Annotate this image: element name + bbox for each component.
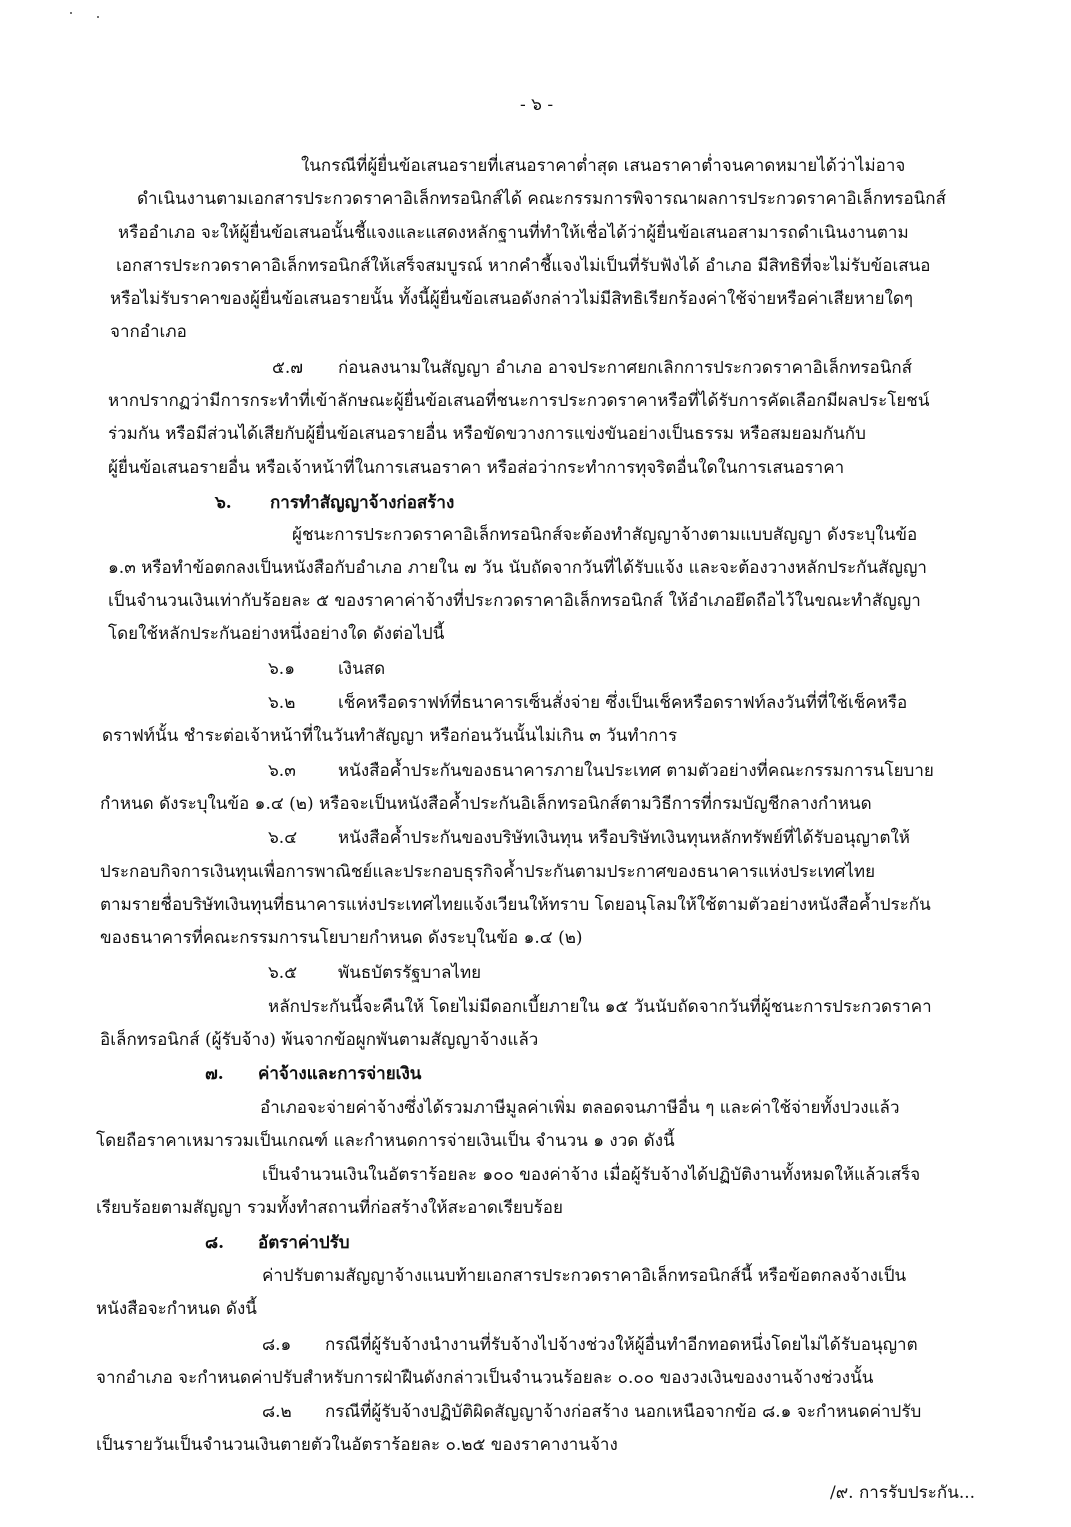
paragraph-line: ร่วมกัน หรือมีส่วนได้เสียกับผู้ยื่นข้อเสนอรายอื่น หรือขัดขวางการแข่งขันอย่างเป็นธรรม หรือสมยอมกันกับ [108, 424, 866, 444]
paragraph-line: จากอำเภอ จะกำหนดค่าปรับสำหรับการฝ่าฝืนดังกล่าวเป็นจำนวนร้อยละ ๐.๐๐ ของวงเงินของงานจ้างช่วงนั้น [96, 1368, 874, 1388]
paragraph-line: ของธนาคารที่คณะกรรมการนโยบายกำหนด ดังระบุในข้อ ๑.๔ (๒) [100, 928, 583, 948]
paragraph-line: ประกอบกิจการเงินทุนเพื่อการพาณิชย์และประกอบธุรกิจค้ำประกันตามประกาศของธนาคารแห่งประเทศไทย [100, 862, 876, 882]
clause-number: ๖.๓ [268, 761, 296, 781]
section-title: การทำสัญญาจ้างก่อสร้าง [270, 493, 455, 513]
section-title: ค่าจ้างและการจ่ายเงิน [258, 1064, 422, 1084]
paragraph-line: หนังสือค้ำประกันของบริษัทเงินทุน หรือบริษัทเงินทุนหลักทรัพย์ที่ได้รับอนุญาตให้ [338, 828, 911, 848]
paragraph-line: หนังสือจะกำหนด ดังนี้ [96, 1299, 257, 1319]
section-number: ๗. [205, 1064, 224, 1084]
clause-number: ๖.๔ [268, 828, 298, 848]
paragraph-line: หลักประกันนี้จะคืนให้ โดยไม่มีดอกเบี้ยภายใน ๑๕ วันนับถัดจากวันที่ผู้ชนะการประกวดราคา [268, 997, 932, 1017]
paragraph-line: ดำเนินงานตามเอกสารประกวดราคาอิเล็กทรอนิกส์ได้ คณะกรรมการพิจารณาผลการประกวดราคาอิเล็กทรอนิกส์ [137, 189, 946, 209]
clause-number: ๘.๑ [262, 1335, 292, 1355]
paragraph-line: ก่อนลงนามในสัญญา อำเภอ อาจประกาศยกเลิกการประกวดราคาอิเล็กทรอนิกส์ [338, 358, 913, 378]
paragraph-line: เป็นรายวันเป็นจำนวนเงินตายตัวในอัตราร้อยละ ๐.๒๕ ของราคางานจ้าง [96, 1435, 618, 1455]
section-number: ๖. [215, 493, 232, 513]
clause-number: ๖.๕ [268, 963, 298, 983]
paragraph-line: ๑.๓ หรือทำข้อตกลงเป็นหนังสือกับอำเภอ ภายใน ๗ วัน นับถัดจากวันที่ได้รับแจ้ง และจะต้องวางหลักประกันสัญญา [108, 558, 927, 578]
page-number: - ๖ - [520, 95, 554, 115]
paragraph-line: โดยใช้หลักประกันอย่างหนึ่งอย่างใด ดังต่อไปนี้ [108, 624, 445, 644]
paragraph-line: เรียบร้อยตามสัญญา รวมทั้งทำสถานที่ก่อสร้างให้สะอาดเรียบร้อย [96, 1198, 563, 1218]
paragraph-line: เป็นจำนวนเงินในอัตราร้อยละ ๑๐๐ ของค่าจ้าง เมื่อผู้รับจ้างได้ปฏิบัติงานทั้งหมดให้แล้วเสร็จ [262, 1165, 921, 1185]
paragraph-line: ดราฟท์นั้น ชำระต่อเจ้าหน้าที่ในวันทำสัญญา หรือก่อนวันนั้นไม่เกิน ๓ วันทำการ [102, 726, 678, 746]
paragraph-line: ผู้ชนะการประกวดราคาอิเล็กทรอนิกส์จะต้องทำสัญญาจ้างตามแบบสัญญา ดังระบุในข้อ [292, 525, 918, 545]
paragraph-line: กำหนด ดังระบุในข้อ ๑.๔ (๒) หรือจะเป็นหนังสือค้ำประกันอิเล็กทรอนิกส์ตามวิธีการที่กรมบัญชีกลางกำหนด [100, 794, 872, 814]
paragraph-line: กรณีที่ผู้รับจ้างนำงานที่รับจ้างไปจ้างช่วงให้ผู้อื่นทำอีกทอดหนึ่งโดยไม่ได้รับอนุญาต [325, 1335, 918, 1355]
scan-speck [97, 16, 99, 18]
paragraph-line: ในกรณีที่ผู้ยื่นข้อเสนอรายที่เสนอราคาต่ำสุด เสนอราคาต่ำจนคาดหมายได้ว่าไม่อาจ [301, 156, 906, 176]
paragraph-line: กรณีที่ผู้รับจ้างปฏิบัติผิดสัญญาจ้างก่อสร้าง นอกเหนือจากข้อ ๘.๑ จะกำหนดค่าปรับ [325, 1402, 922, 1422]
paragraph-line: หากปรากฏว่ามีการกระทำที่เข้าลักษณะผู้ยื่นข้อเสนอที่ชนะการประกวดราคาหรือที่ได้รับการคัดเลือกมีผลประโยชน์ [108, 391, 930, 411]
paragraph-line: โดยถือราคาเหมารวมเป็นเกณฑ์ และกำหนดการจ่ายเงินเป็น จำนวน ๑ งวด ดังนี้ [96, 1131, 675, 1151]
paragraph-line: เอกสารประกวดราคาอิเล็กทรอนิกส์ให้เสร็จสมบูรณ์ หากคำชี้แจงไม่เป็นที่รับฟังได้ อำเภอ มีสิทธิที่จะไม่รับข้อเสนอ [116, 256, 931, 276]
clause-number: ๕.๗ [272, 358, 304, 378]
clause-number: ๖.๑ [268, 659, 295, 679]
section-number: ๘. [205, 1233, 225, 1253]
paragraph-line: พันธบัตรรัฐบาลไทย [338, 963, 482, 983]
paragraph-line: อิเล็กทรอนิกส์ (ผู้รับจ้าง) พ้นจากข้อผูกพันตามสัญญาจ้างแล้ว [100, 1030, 539, 1050]
paragraph-line: เช็คหรือดราฟท์ที่ธนาคารเซ็นสั่งจ่าย ซึ่งเป็นเช็คหรือดราฟท์ลงวันที่ที่ใช้เช็คหรือ [338, 693, 908, 713]
clause-number: ๖.๒ [268, 693, 296, 713]
paragraph-line: หรืออำเภอ จะให้ผู้ยื่นข้อเสนอนั้นชี้แจงและแสดงหลักฐานที่ทำให้เชื่อได้ว่าผู้ยื่นข้อเสนอสามารถดำเนินงานตาม [118, 223, 909, 243]
section-title: อัตราค่าปรับ [258, 1233, 350, 1253]
paragraph-line: ค่าปรับตามสัญญาจ้างแนบท้ายเอกสารประกวดราคาอิเล็กทรอนิกส์นี้ หรือข้อตกลงจ้างเป็น [262, 1266, 907, 1286]
paragraph-line: ผู้ยื่นข้อเสนอรายอื่น หรือเจ้าหน้าที่ในการเสนอราคา หรือส่อว่ากระทำการทุจริตอื่นใดในการเสนอราคา [108, 458, 845, 478]
paragraph-line: เป็นจำนวนเงินเท่ากับร้อยละ ๕ ของราคาค่าจ้างที่ประกวดราคาอิเล็กทรอนิกส์ ให้อำเภอยึดถือไว้ในขณะทำสัญญา [108, 591, 921, 611]
scan-speck [70, 12, 72, 14]
paragraph-line: หรือไม่รับราคาของผู้ยื่นข้อเสนอรายนั้น ทั้งนี้ผู้ยื่นข้อเสนอดังกล่าวไม่มีสิทธิเรียกร้องค่าใช้จ่ายหรือค่าเสียหายใดๆ [110, 289, 914, 309]
clause-number: ๘.๒ [262, 1402, 292, 1422]
continuation-marker: /๙. การรับประกัน... [830, 1483, 976, 1503]
paragraph-line: เงินสด [338, 659, 386, 679]
paragraph-line: จากอำเภอ [110, 322, 187, 342]
paragraph-line: อำเภอจะจ่ายค่าจ้างซึ่งได้รวมภาษีมูลค่าเพิ่ม ตลอดจนภาษีอื่น ๆ และค่าใช้จ่ายทั้งปวงแล้ว [260, 1098, 900, 1118]
paragraph-line: ตามรายชื่อบริษัทเงินทุนที่ธนาคารแห่งประเทศไทยแจ้งเวียนให้ทราบ โดยอนุโลมให้ใช้ตามตัวอย่างหนังสือค้ำประกัน [100, 895, 931, 915]
paragraph-line: หนังสือค้ำประกันของธนาคารภายในประเทศ ตามตัวอย่างที่คณะกรรมการนโยบาย [338, 761, 934, 781]
